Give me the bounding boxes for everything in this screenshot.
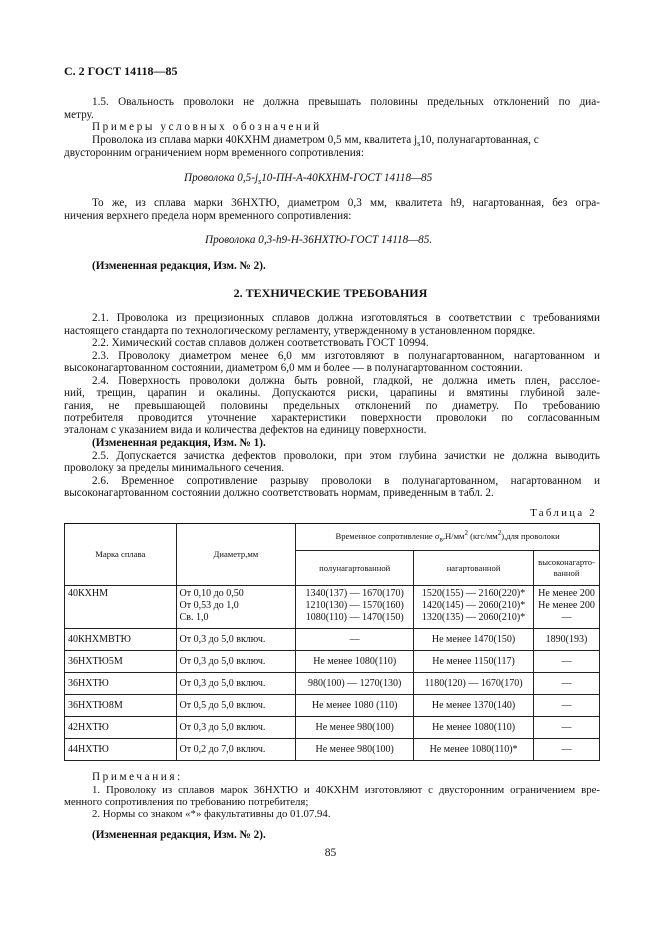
cell-line: Не менее 1080 (110) [311,699,398,711]
note-1-line-1: 1. Проволоку из сплавов марок 36НХТЮ и 40КХНМ изготовляют с двусторонним ограничением вре- [92,784,600,796]
cell-line: — [561,699,572,711]
cell-line: От 0,10 до 0,50 [179,588,244,599]
note-2: 2. Нормы со знаком «*» факультативны до 01.07.94. [92,808,331,820]
cell-diameter [176,586,296,629]
cell-diameter [176,717,296,739]
paragraph-2-5-line-1: 2.5. Допускается зачистка дефектов проволоки, при этом глубина зачистки не должна выводить [92,450,600,462]
group-suffix: ),для проволоки [501,531,560,542]
cell-half-hard [296,586,414,629]
cell-high-hard [534,629,600,651]
cell-hard [414,695,534,717]
example-2-line-2: ничения верхнего предела норм временного сопротивления: [64,210,352,222]
paragraph-2-3-line-2: высоконагартованном состоянии, диаметром 6,0 мм и более — в полунагартованном состоянии. [64,362,523,374]
cell-line: Св. 1,0 [179,612,209,623]
cell-line: От 0,3 до 5,0 включ. [179,721,266,733]
cell-line: Не менее 980(100) [315,743,394,755]
cell-line: — [561,655,572,667]
header-strength-group [296,524,600,551]
designation-1-sub: s [258,177,262,187]
paragraph-2-6-line-2: высоконагартованном состоянии должно соответствовать нормам, приведенным в табл. 2. [64,487,494,499]
header-hard: нагартованной [414,551,534,586]
cell-line: 36НХТЮ8М [68,699,123,711]
cell-high-hard [534,717,600,739]
example-2-line-1: То же, из сплава марки 36НХТЮ, диаметром 0,3 мм, квалитета h9, нагартованная, без огра- [92,197,600,209]
cell-line: От 0,53 до 1,0 [179,600,239,611]
cell-line: 40КНХМВТЮ [68,633,131,645]
table-row [65,717,600,739]
cell-line: — [561,743,572,755]
cell-line: 42НХТЮ [68,721,109,733]
cell-line: 1520(155) — 2160(220)* [421,588,526,599]
cell-brand [65,586,177,629]
paragraph-2-6-line-1: 2.6. Временное сопротивление разрыву проволоки в полунагартованном, нагартованном и [92,475,600,487]
cell-high-hard [534,586,600,629]
cell-brand [65,739,177,761]
cell-half-hard [296,739,414,761]
cell-high-hard [534,739,600,761]
example-2-designation: Проволока 0,3-h9-Н-36НХТЮ-ГОСТ 14118—85. [205,234,433,246]
edition-note-2: (Измененная редакция, Изм. № 1). [92,437,266,449]
example-1-line-2: двусторонним ограничением норм временного сопротивления: [64,147,365,159]
cell-diameter [176,651,296,673]
table-row [65,673,600,695]
table-caption: Таблица 2 [530,507,597,519]
cell-line: Не менее 1080(110) [313,655,397,667]
table-row [65,651,600,673]
cell-line: Не менее 1080(110) [432,721,516,733]
cell-line: Не менее 980(100) [315,721,394,733]
section-title: 2. ТЕХНИЧЕСКИЕ ТРЕБОВАНИЯ [233,286,428,300]
cell-brand [65,629,177,651]
group-sub: в [439,535,443,544]
paragraph-2-1-line-2: настоящего стандарта по технологическому регламенту, утвержденному в установленном порядке. [64,325,536,337]
paragraph-2-5-line-2: проволоку за пределы минимального сечения. [64,462,285,474]
paragraph-2-4-line-1: 2.4. Поверхность проволоки должна быть ровной, гладкой, не должна иметь плен, расслое- [92,375,600,387]
group-prefix: Временное сопротивление σ [335,531,440,542]
header-diameter: Диаметр,мм [176,524,296,586]
cell-diameter [176,695,296,717]
cell-hard [414,717,534,739]
examples-title: Примеры условных обозначений [92,121,322,133]
example-1-text-a: Проволока из сплава марки 40КХНМ диаметром 0,5 мм, квалитета j [92,134,418,146]
cell-line: Не менее 1370(140) [431,699,516,711]
paragraph-1-5-line-2: метру. [64,109,94,121]
cell-line: 1320(135) — 2060(210)* [421,612,526,623]
edition-note-3: (Измененная редакция, Изм. № 2). [92,829,266,841]
cell-line: 40КХНМ [68,588,109,599]
cell-line: От 0,3 до 5,0 включ. [179,655,266,667]
cell-line: От 0,2 до 7,0 включ. [179,743,266,755]
group-mid: ,Н/мм [442,531,465,542]
cell-line: От 0,3 до 5,0 включ. [179,633,266,645]
group-sup-2: 2 [497,529,502,538]
cell-line: — [349,633,360,645]
cell-line: Не менее 200 [538,588,595,599]
cell-high-hard [534,651,600,673]
cell-line: Не менее 1080(110)* [429,743,518,755]
cell-hard [414,629,534,651]
designation-1-a: Проволока 0,5-j [184,172,259,184]
paragraph-2-4-line-4: потребителя проводится уточнение характеристики поверхности проволоки по согласованным [64,412,600,424]
example-1-text-b: 10, полунагартованная, с [420,134,539,146]
cell-hard [414,673,534,695]
table-row [65,739,600,761]
cell-hard [414,651,534,673]
paragraph-2-1-line-1: 2.1. Проволока из прецизионных сплавов должна изготовляться в соответствии с требованиями [92,312,600,324]
cell-line: Не менее 200 [538,600,595,611]
cell-half-hard [296,629,414,651]
cell-brand [65,717,177,739]
header-brand: Марка сплава [65,524,177,586]
example-1-sub: s [417,139,421,149]
cell-diameter [176,673,296,695]
edition-note-1: (Измененная редакция, Изм. № 2). [92,260,266,272]
group-sup-1: 2 [464,529,468,538]
example-1-designation [184,172,432,188]
cell-line: — [561,612,572,623]
cell-line: 1210(130) — 1570(160) [305,600,404,611]
cell-line: 1890(193) [545,633,588,645]
header-half-hard: полунагартованной [296,551,414,586]
cell-hard [414,739,534,761]
header-high-hard: высоконагарто-ванной [534,551,600,586]
cell-line: 1340(137) — 1670(170) [305,588,404,599]
paragraph-2-2: 2.2. Химический состав сплавов должен соответствовать ГОСТ 10994. [92,337,429,349]
cell-line: 980(100) — 1270(130) [308,677,402,689]
cell-hard [414,586,534,629]
cell-line: — [561,721,572,733]
cell-high-hard [534,695,600,717]
cell-brand [65,651,177,673]
paragraph-1-5-line-1: 1.5. Овальность проволоки не должна превышать половины предельных отклонений по диа- [92,96,600,108]
cell-half-hard [296,673,414,695]
note-1-line-2: менного сопротивления по требованию потребителя; [64,796,309,808]
page-number: 85 [324,847,337,859]
cell-half-hard [296,651,414,673]
cell-line: Не менее 1470(150) [431,633,516,645]
cell-diameter [176,629,296,651]
cell-half-hard [296,695,414,717]
tensile-strength-table [64,523,600,761]
group-mid-2: (кгс/мм [467,531,498,542]
cell-diameter [176,739,296,761]
table-body [65,586,600,761]
cell-line: 1180(120) — 1670(170) [424,677,523,689]
cell-line: 36НХТЮ5М [68,655,123,667]
cell-brand [65,673,177,695]
paragraph-2-3-line-1: 2.3. Проволоку диаметром менее 6,0 мм изготовляют в полунагартованном, нагартованном и [92,350,600,362]
cell-line: 1420(145) — 2060(210)* [421,600,526,611]
table-row [65,695,600,717]
cell-half-hard [296,717,414,739]
designation-1-b: 10-ПН-А-40КХНМ-ГОСТ 14118—85 [261,172,433,184]
table-row [65,629,600,651]
paragraph-2-4-line-2: ний, трещин, царапин и окалины. Допускаются риски, царапины и вмятины глубиной зале- [64,387,600,399]
cell-line: Не менее 1150(117) [432,655,515,667]
cell-line: От 0,5 до 5,0 включ. [179,699,266,711]
table-row [65,586,600,629]
notes-title: Примечания: [92,771,183,783]
paragraph-2-4-line-3: гания, не превышающей половины предельных отклонений по диаметру. По требованию [64,400,600,412]
cell-high-hard [534,673,600,695]
cell-line: — [561,677,572,689]
cell-line: 44НХТЮ [68,743,109,755]
cell-line: От 0,3 до 5,0 включ. [179,677,266,689]
paragraph-2-4-line-5: эталонам с указанием вида и количества дефектов на единицу поверхности. [64,424,427,436]
cell-line: 1080(110) — 1470(150) [305,612,404,623]
cell-line: 36НХТЮ [68,677,109,689]
cell-brand [65,695,177,717]
running-header: С. 2 ГОСТ 14118—85 [64,64,178,78]
